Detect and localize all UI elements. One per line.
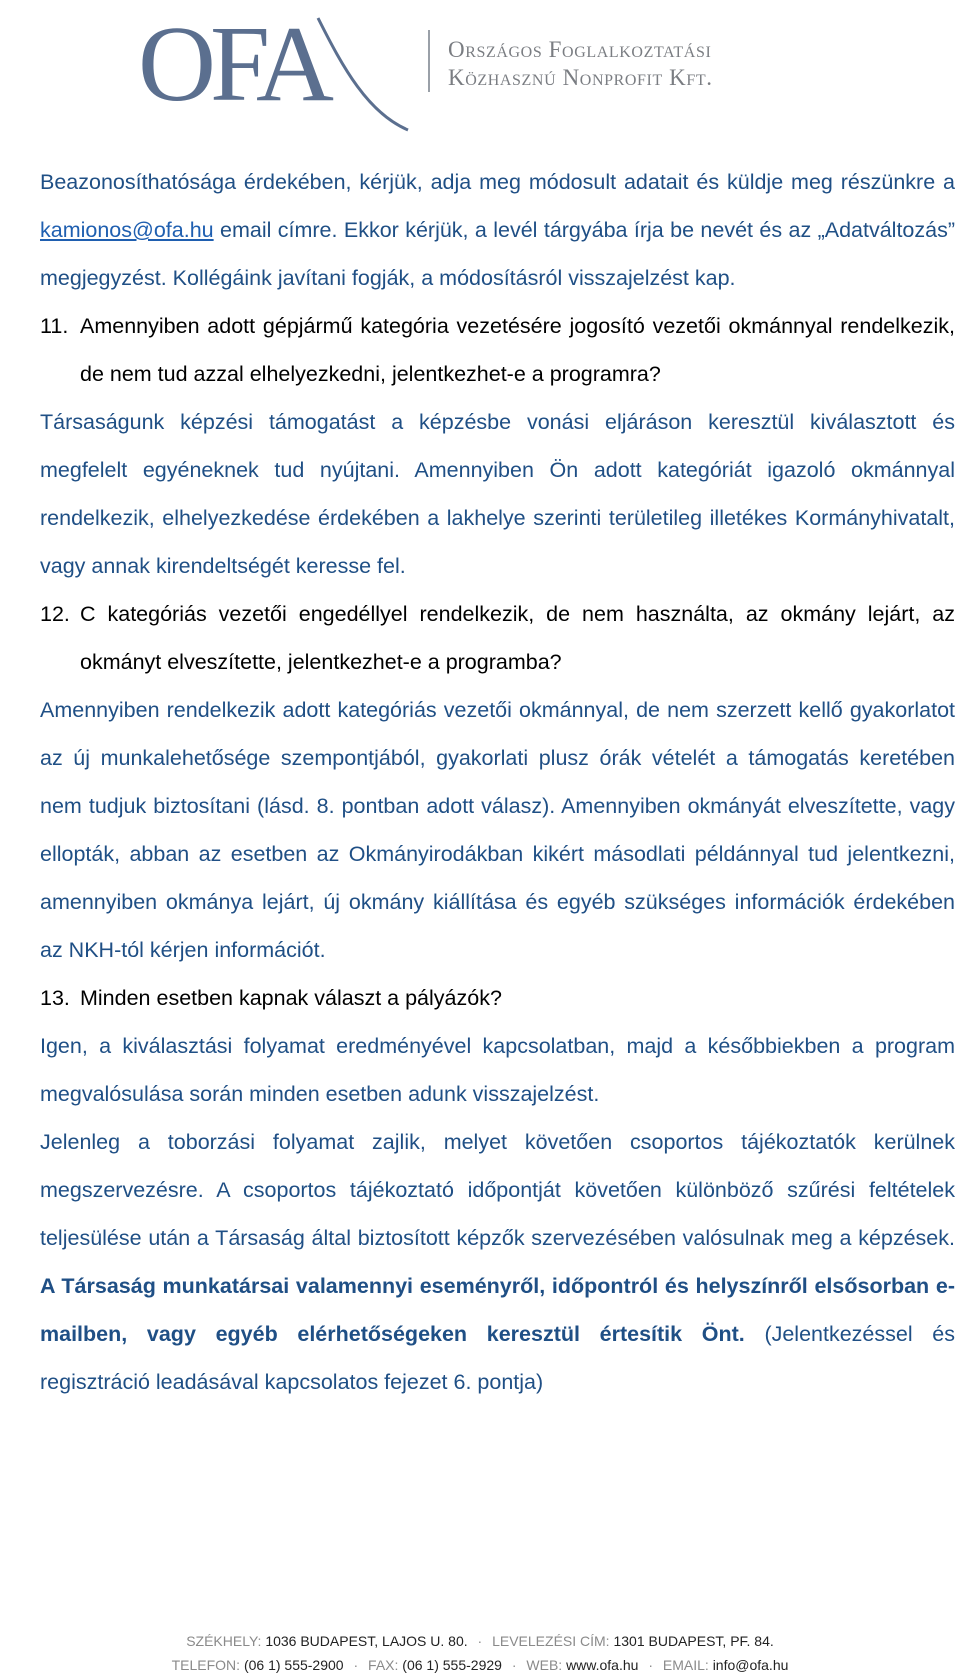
question-number: 13. bbox=[40, 986, 70, 1010]
answer-emphasis: A Társaság munkatársai valamennyi eseményről, időpontról és helyszínről elsősorban e-mailben, vagy egyéb elérhetőségeken keresztül értesítik Önt. bbox=[40, 1274, 955, 1346]
answer-reference: (Jelentkezéssel és regisztráció leadásával kapcsolatos fejezet 6. pontja) bbox=[40, 1322, 955, 1394]
footer-separator: · bbox=[353, 1657, 359, 1673]
org-name-line2: Közhasznú Nonprofit Kft. bbox=[448, 65, 713, 90]
ofa-logo bbox=[138, 8, 428, 133]
seat-label: SZÉKHELY: bbox=[186, 1633, 262, 1649]
fax-label: FAX: bbox=[368, 1657, 399, 1673]
phone-value: (06 1) 555-2900 bbox=[243, 1657, 344, 1673]
fax-value: (06 1) 555-2929 bbox=[402, 1657, 502, 1673]
page-header bbox=[0, 0, 960, 150]
answer-13-part1: Igen, a kiválasztási folyamat eredményével kapcsolatban, majd a későbbiekben a program megvalósulása során minden esetben adunk visszajelzést. bbox=[40, 1034, 955, 1106]
org-name bbox=[448, 36, 713, 92]
document-body bbox=[40, 158, 955, 1406]
question-text: Amennyiben adott gépjármű kategória vezetésére jogosító vezetői okmánnyal rendelkezik, de nem tud azzal elhelyezkedni, jelentkezhet-e a programra? bbox=[80, 314, 955, 386]
org-name-line1: Országos Foglalkoztatási bbox=[448, 37, 712, 62]
footer-line-1 bbox=[0, 1628, 960, 1654]
email-label: EMAIL: bbox=[662, 1657, 709, 1673]
question-number: 12. bbox=[40, 602, 70, 626]
mail-label: LEVELEZÉSI CÍM: bbox=[492, 1633, 610, 1649]
mail-value: 1301 BUDAPEST, PF. 84. bbox=[613, 1633, 774, 1649]
phone-label: TELEFON: bbox=[171, 1657, 241, 1673]
intro-text-b: email címre. Ekkor kérjük, a levél tárgyába írja be nevét és az „Adatváltozás” megjegyzést. Kollégáink javítani fogják, a módosításról visszajelzést kap. bbox=[40, 218, 955, 290]
web-label: WEB: bbox=[526, 1657, 563, 1673]
footer-separator: · bbox=[477, 1633, 483, 1649]
intro-paragraph bbox=[40, 158, 955, 302]
header-divider bbox=[428, 30, 430, 92]
question-11 bbox=[40, 302, 955, 398]
footer-email-link[interactable]: info@ofa.hu bbox=[712, 1657, 789, 1673]
web-link[interactable]: www.ofa.hu bbox=[566, 1657, 639, 1673]
question-13 bbox=[40, 974, 955, 1022]
footer-separator: · bbox=[511, 1657, 517, 1673]
question-text: Minden esetben kapnak választ a pályázók? bbox=[80, 986, 502, 1010]
seat-value: 1036 BUDAPEST, LAJOS U. 80. bbox=[265, 1633, 468, 1649]
intro-text-a: Beazonosíthatósága érdekében, kérjük, adja meg módosult adatait és küldje meg részünkre a bbox=[40, 170, 955, 194]
answer-11: Társaságunk képzési támogatást a képzésbe vonási eljáráson keresztül kiválasztott és megfelelt egyéneknek tud nyújtani. Amennyiben Ön adott kategóriát igazoló okmánnyal rendelkezik, elhelyezkedése érdekében a lakhelye szerinti területileg illetékes Kormányhivatalt, vagy annak kirendeltségét keresse fel. bbox=[40, 410, 955, 578]
footer-separator: · bbox=[648, 1657, 653, 1673]
footer-line-2 bbox=[0, 1652, 960, 1678]
answer-12: Amennyiben rendelkezik adott kategóriás vezetői okmánnyal, de nem szerzett kellő gyakorlatot az új munkalehetősége szempontjából, gyakorlati plusz órák vételét a támogatás keretében nem tudjuk biztosítani (lásd. 8. pontban adott válasz). Amennyiben okmányát elveszítette, vagy ellopták, abban az esetben az Okmányirodákban kikért másodlati példánnyal tud jelentkezni, amennyiben okmánya lejárt, új okmány kiállítása és egyéb szükséges információk érdekében az NKH-tól kérjen információt. bbox=[40, 698, 955, 962]
logo-lettering: OFA bbox=[138, 8, 329, 124]
answer-13-part2 bbox=[40, 1118, 955, 1406]
question-text: C kategóriás vezetői engedéllyel rendelkezik, de nem használta, az okmány lejárt, az okmányt elveszítette, jelentkezhet-e a programba? bbox=[80, 602, 955, 674]
question-number: 11. bbox=[40, 314, 69, 338]
answer-text: Jelenleg a toborzási folyamat zajlik, melyet követően csoportos tájékoztatók kerülnek megszervezésre. A csoportos tájékoztató időpontját követően különböző szűrési feltételek teljesülése után a Társaság által biztosított képzők szervezésében valósulnak meg a képzések. bbox=[40, 1130, 955, 1250]
email-link[interactable]: kamionos@ofa.hu bbox=[40, 218, 214, 242]
question-12 bbox=[40, 590, 955, 686]
